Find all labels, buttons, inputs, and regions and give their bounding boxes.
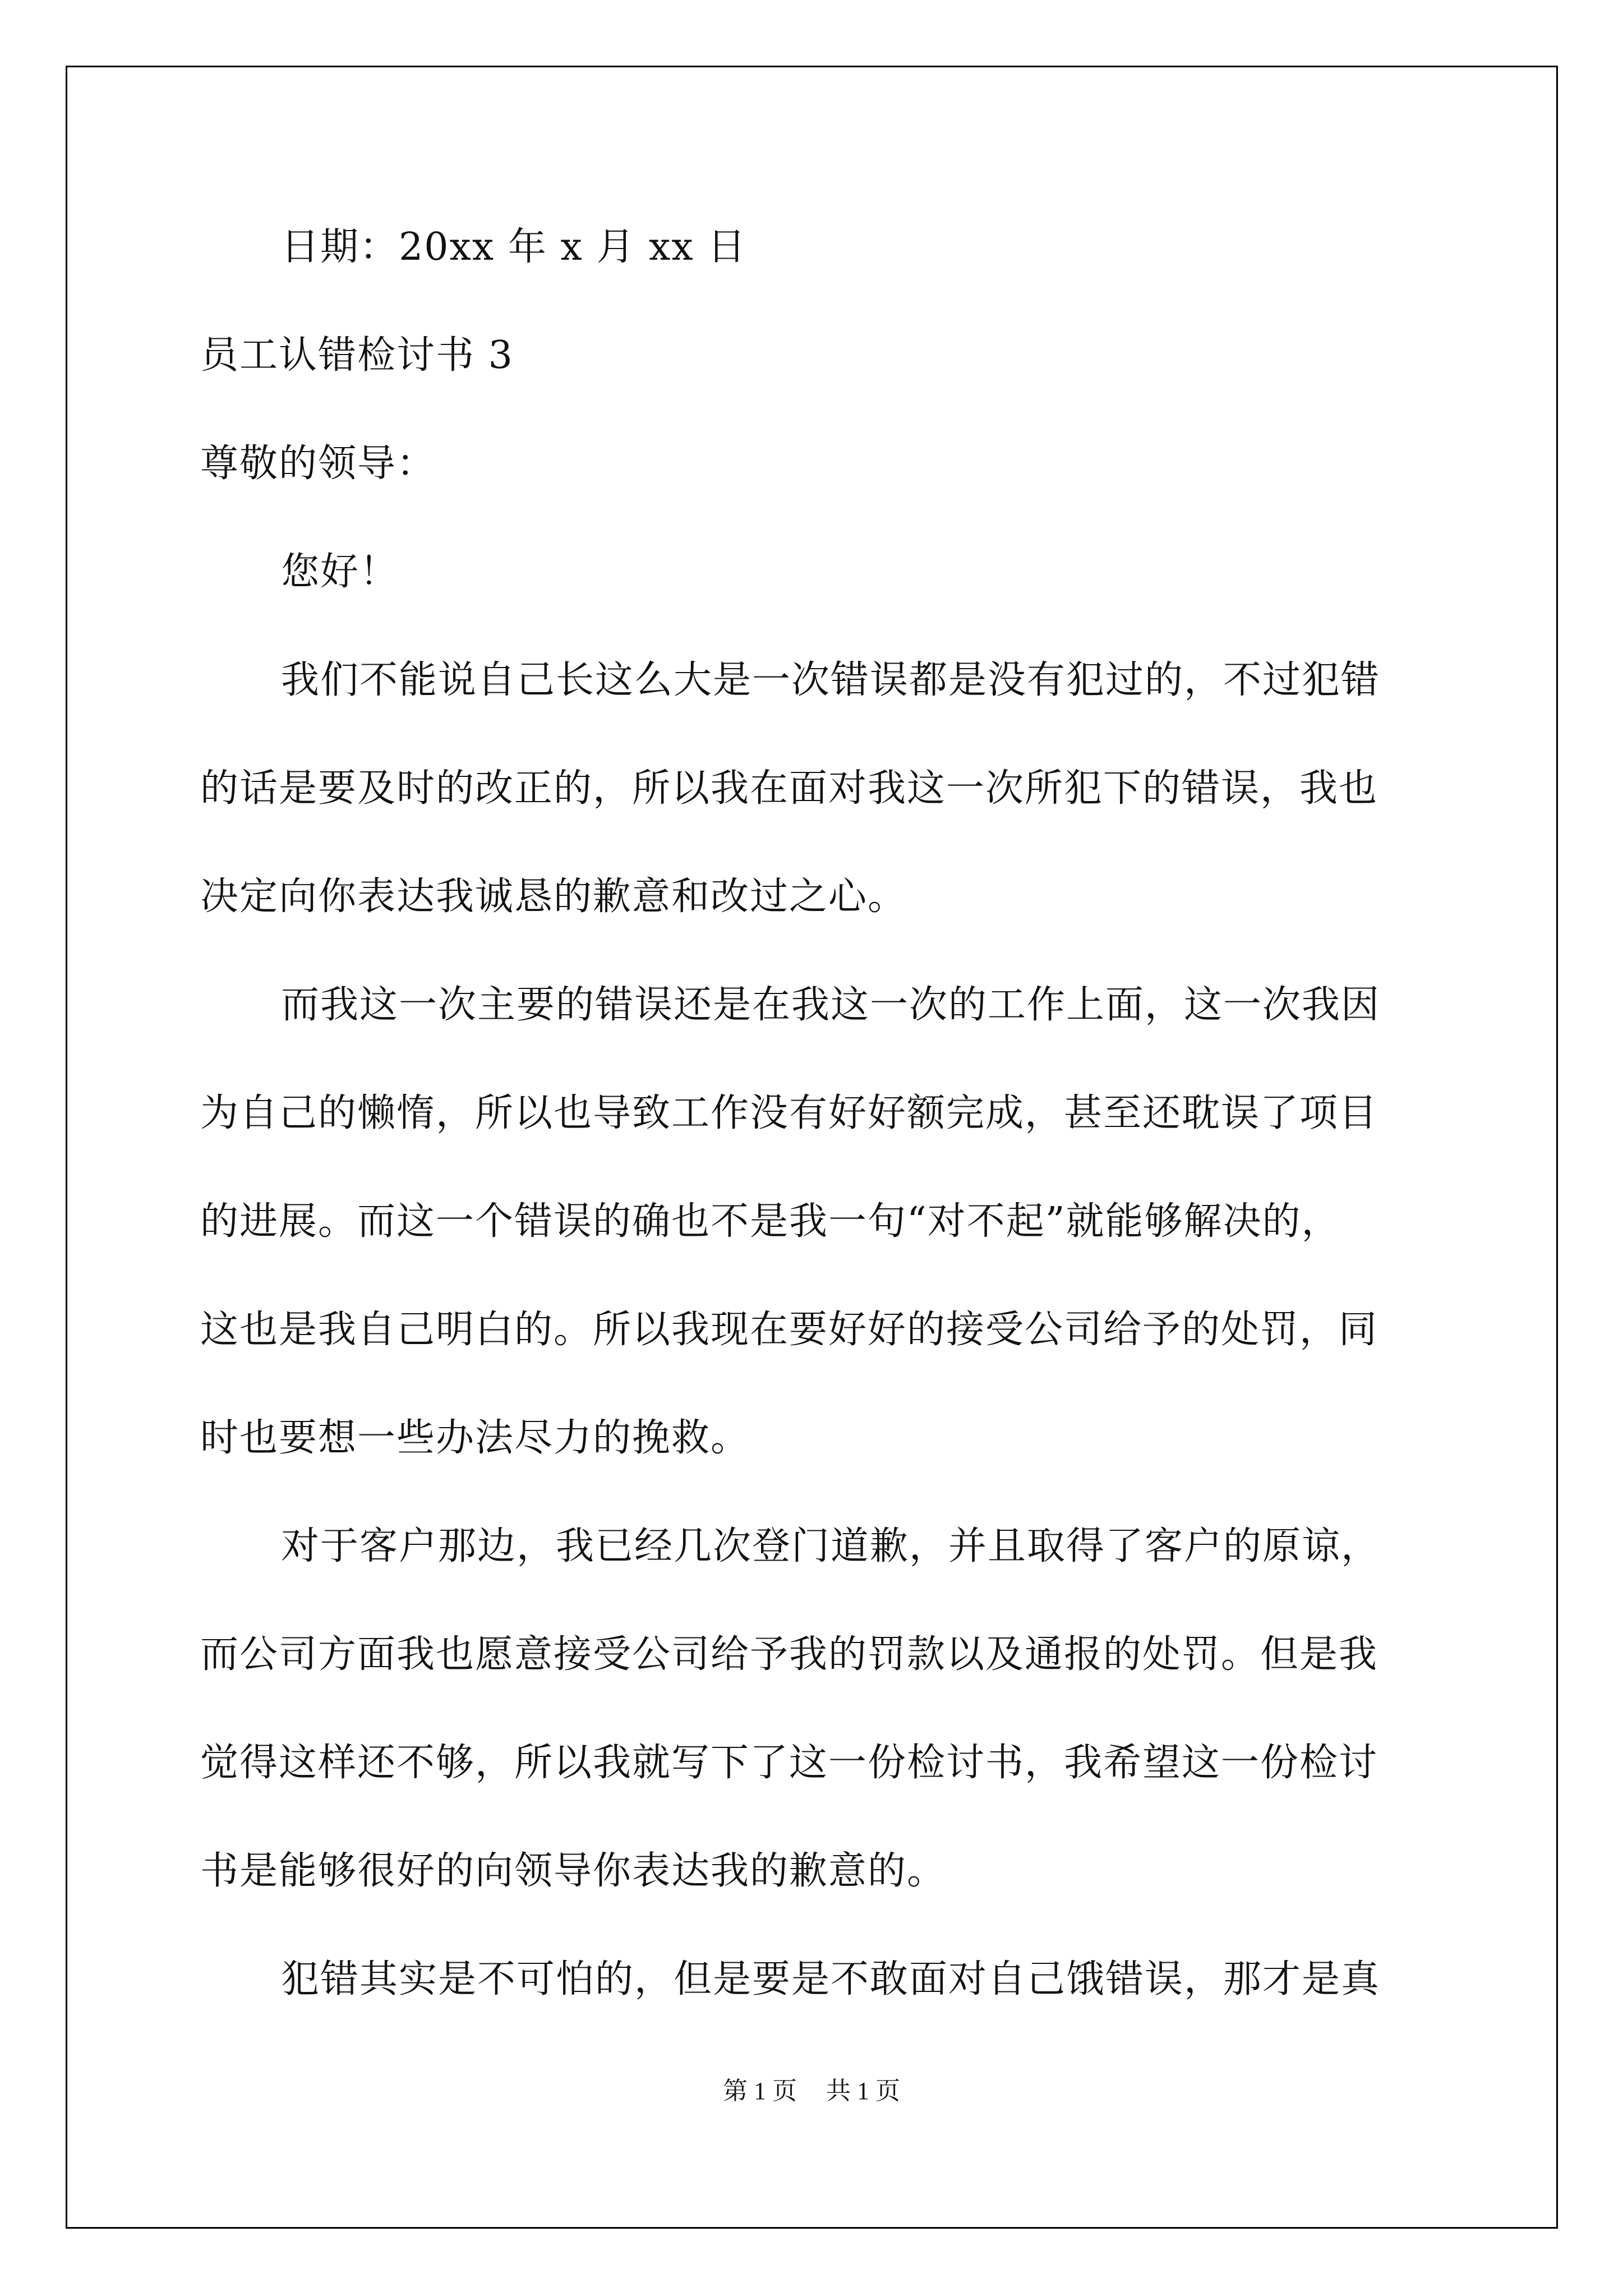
page-number-current: 第 1 页: [723, 2077, 797, 2105]
document-title: 员工认错检讨书 3: [200, 333, 514, 378]
paragraph-line: 而公司方面我也愿意接受公司给予我的罚款以及通报的处罚。但是我: [200, 1632, 1378, 1677]
greeting: 您好！: [281, 550, 399, 594]
paragraph-line: 觉得这样还不够，所以我就写下了这一份检讨书，我希望这一份检讨: [200, 1741, 1378, 1785]
paragraph-line: 我们不能说自己长这么大是一次错误都是没有犯过的，不过犯错: [281, 658, 1381, 702]
salutation: 尊敬的领导：: [200, 441, 436, 486]
paragraph-line: 的话是要及时的改正的，所以我在面对我这一次所犯下的错误，我也: [200, 766, 1378, 811]
paragraph-1: [200, 650, 1428, 974]
page-number-total: 共 1 页: [826, 2077, 900, 2105]
paragraph-line: 的进展。而这一个错误的确也不是我一句“对不起”就能够解决的，: [200, 1199, 1341, 1244]
date-line: 日期：20xx 年 x 月 xx 日: [281, 225, 747, 269]
paragraph-line: 犯错其实是不可怕的，但是要是不敢面对自己饿错误，那才是真: [281, 1957, 1381, 2001]
paragraph-line: 时也要想一些办法尽力的挽救。: [200, 1416, 750, 1460]
paragraph-line: 对于客户那边，我已经几次登门道歉，并且取得了客户的原谅，: [281, 1524, 1381, 1568]
document-body: [200, 217, 1428, 2057]
paragraph-2: [200, 974, 1428, 1516]
paragraph-line: 书是能够很好的向领导你表达我的歉意的。: [200, 1849, 947, 1893]
page-footer: [0, 2074, 1623, 2108]
paragraph-line: 这也是我自己明白的。所以我现在要好好的接受公司给予的处罚，同: [200, 1308, 1378, 1352]
paragraph-line: 为自己的懒惰，所以也导致工作没有好好额完成，甚至还耽误了项目: [200, 1091, 1378, 1135]
paragraph-3: [200, 1516, 1428, 1949]
paragraph-line: 决定向你表达我诚恳的歉意和改过之心。: [200, 875, 907, 919]
paragraph-line: 而我这一次主要的错误还是在我这一次的工作上面，这一次我因: [281, 983, 1381, 1027]
paragraph-4: [200, 1949, 1428, 2057]
